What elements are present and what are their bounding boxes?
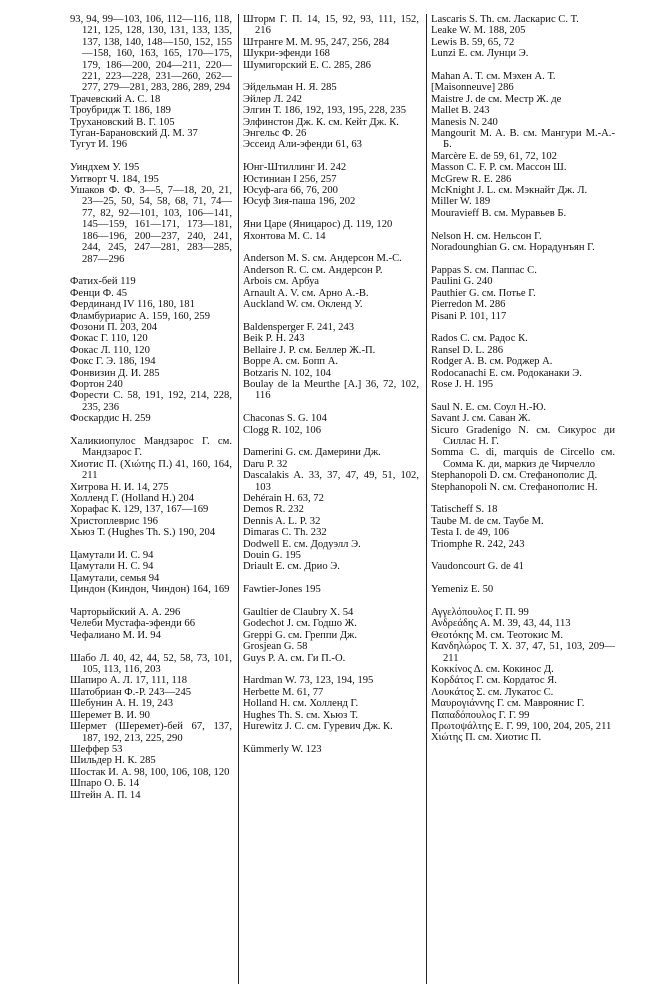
index-entry: Цамутали Н. С. 94 — [70, 561, 154, 573]
letter-section-gap — [70, 425, 232, 436]
index-entry: Παπαδόπουλος Γ. Γ. 99 — [431, 709, 530, 721]
letter-section-gap — [431, 550, 615, 561]
index-entry: Mallet B. 243 — [431, 105, 490, 117]
letter-section-gap — [243, 664, 419, 675]
index-entry: 93, 94, 99—103, 106, 112—116, 118, 121, 125, 128, 130, 131, 133, 135, 137, 138, 140, 148—150, 152, 155—158, 160, 163, 165, 170—175, 179, 186—200, 204—211, 220—221, 223—228, 231—260, 262—277, 279—281, 283, 286, 289, 294 — [70, 14, 232, 94]
letter-section-gap — [431, 322, 615, 333]
letter-section — [431, 14, 615, 60]
index-entry: Bellaire J. P. см. Беллер Ж.-П. — [243, 344, 376, 356]
index-entry: Πρωτοψάλτης Ε. Γ. 99, 100, 204, 205, 211 — [431, 721, 612, 733]
index-entry: Форести С. 58, 191, 192, 214, 228, 235, 236 — [70, 390, 232, 413]
index-entry: Auckland W. см. Окленд У. — [243, 299, 363, 311]
letter-section-gap — [243, 208, 419, 219]
letter-section — [243, 322, 419, 402]
letter-section — [70, 436, 232, 539]
index-entry: Miller W. 189 — [431, 196, 491, 208]
index-entry: Manesis N. 240 — [431, 116, 498, 128]
letter-section — [70, 14, 232, 151]
index-entry: Челеби Мустафа-эфенди 66 — [70, 618, 196, 630]
index-entry: Эйлер Л. 242 — [243, 93, 302, 105]
letter-section — [243, 447, 419, 572]
letter-section — [243, 14, 419, 71]
index-entry: Leake W. M. 188, 205 — [431, 25, 526, 37]
index-entry: Yemeniz E. 50 — [431, 584, 494, 596]
index-entry: Элфинстон Дж. К. см. Кейт Дж. К. — [243, 116, 399, 128]
index-entry: Уиндхем У. 195 — [70, 162, 140, 174]
index-entry: [Maisonneuve] 286 — [431, 82, 514, 94]
index-entry: Saul N. E. см. Соул Н.-Ю. — [431, 401, 546, 413]
index-entry: Фокс Г. Э. 186, 194 — [70, 356, 156, 368]
index-entry: Трухановский В. Г. 105 — [70, 116, 175, 128]
index-entry: Халикиопулос Мандзарос Г. см. Мандзарос Г. — [70, 435, 232, 459]
index-entry: Tatischeff S. 18 — [431, 504, 498, 516]
letter-section-gap — [243, 242, 419, 253]
index-entry: Anderson R. C. см. Андерсон Р. — [243, 264, 383, 276]
index-entry: Чефалиано М. И. 94 — [70, 629, 161, 641]
letter-section-gap — [431, 60, 615, 71]
index-entry: Трачевский А. С. 18 — [70, 93, 161, 105]
index-entry: Шумигорский Е. С. 285, 286 — [243, 59, 371, 71]
index-entry: Шторм Г. П. 14, 15, 92, 93, 111, 152, 216 — [243, 14, 419, 37]
index-entry: Θεοτόκης Μ. см. Теотокис М. — [431, 629, 564, 641]
index-entry: Μαυρογιάννης Γ. см. Мавроянис Г. — [431, 698, 585, 710]
index-entry: Rodger A. B. см. Роджер А. — [431, 356, 553, 368]
index-entry: Noradounghian G. см. Норадунъян Г. — [431, 242, 595, 254]
index-entry: Κανδηλώρος Τ. Χ. 37, 47, 51, 103, 209—211 — [431, 641, 615, 664]
index-entry: Холленд Г. (Holland H.) 204 — [70, 493, 195, 505]
index-entry: Mouravieff B. см. Муравьев Б. — [431, 207, 567, 219]
index-entry: Фламбуриарис А. 159, 160, 259 — [70, 310, 211, 322]
letter-section — [243, 253, 419, 310]
index-entry: Boppe A. см. Бопп А. — [243, 356, 339, 368]
index-entry: Яхонтова М. С. 14 — [243, 230, 326, 242]
index-entry: McKnight J. L. см. Мэкнайт Дж. Л. — [431, 185, 588, 197]
index-entry: Энгельс Ф. 26 — [243, 128, 307, 140]
index-entry: Nelson H. см. Нельсон Г. — [431, 230, 542, 242]
index-entry: Godechot J. см. Годшо Ж. — [243, 618, 357, 630]
index-entry: Beik P. H. 243 — [243, 333, 305, 345]
index-entry: Цамутали И. С. 94 — [70, 550, 154, 562]
index-entry: Mangourit M. A. B. см. Мангури М.-А.-Б. — [431, 128, 615, 151]
middle-column — [243, 14, 419, 986]
index-entry: Юнг-Штиллинг И. 242 — [243, 162, 347, 174]
index-entry: Taube M. de см. Таубе М. — [431, 515, 544, 527]
index-entry: Ушаков Ф. Ф. 3—5, 7—18, 20, 21, 23—25, 50, 54, 58, 68, 71, 74—77, 82, 92—101, 103, 106—141, 145—159, 161—171, 173—181, 186—196, 200—237, 240, 241, 244, 245, 247—281, 283—285, 287—296 — [70, 185, 232, 265]
index-entry: Χιώτης Π. см. Хиотис П. — [431, 732, 542, 744]
index-entry: Шабо Л. 40, 42, 44, 52, 58, 73, 101, 105, 113, 116, 203 — [70, 652, 232, 676]
index-entry: Daru P. 32 — [243, 458, 288, 470]
letter-section-gap — [70, 641, 232, 652]
index-entry: Testa I. de 49, 106 — [431, 527, 510, 539]
index-entry: Фердинанд IV 116, 180, 181 — [70, 299, 195, 311]
letter-section — [431, 504, 615, 550]
index-entry: Фенци Ф. 45 — [70, 287, 127, 299]
letter-section-gap — [70, 151, 232, 162]
index-entry: Lewis B. 59, 65, 72 — [431, 36, 515, 48]
index-entry: Boulay de la Meurthe [A.] 36, 72, 102, 116 — [243, 378, 419, 402]
index-entry: Шильдер Н. К. 285 — [70, 755, 156, 767]
right-column — [431, 14, 615, 986]
letter-section — [243, 675, 419, 732]
index-entry: Driault E. см. Дрио Э. — [243, 561, 340, 573]
index-entry: Pierredon M. 286 — [431, 299, 506, 311]
letter-section — [431, 584, 615, 595]
index-entry: Kümmerly W. 123 — [243, 743, 322, 755]
index-entry: Хьюз Т. (Hughes Th. S.) 190, 204 — [70, 527, 216, 539]
index-entry: Κορδάτος Γ. см. Кордатос Я. — [431, 675, 557, 687]
letter-section — [431, 333, 615, 390]
index-entry: Douin G. 195 — [243, 549, 301, 561]
index-entry: Юстиниан I 256, 257 — [243, 173, 337, 185]
index-entry: Dimaras C. Th. 232 — [243, 527, 327, 539]
index-entry: Фоскардис Н. 259 — [70, 413, 151, 425]
index-entry: Шеффер 53 — [70, 743, 123, 755]
index-entry: Dennis A. L. P. 32 — [243, 515, 321, 527]
letter-section — [70, 162, 232, 265]
letter-section-gap — [243, 596, 419, 607]
letter-section — [70, 607, 232, 641]
index-entry: Lascaris S. Th. см. Ласкарис С. Т. — [431, 14, 579, 25]
index-entry: Фортон 240 — [70, 378, 123, 390]
index-entry: Уитворт Ч. 184, 195 — [70, 173, 159, 185]
letter-section — [431, 265, 615, 322]
letter-section-gap — [70, 265, 232, 276]
letter-section — [243, 744, 419, 755]
index-entry: Somma C. di, marquis de Circello см. Сомма К. ди, маркиз де Чирчелло — [431, 447, 615, 470]
letter-section-gap — [243, 573, 419, 584]
index-entry: Lunzi E. см. Лунци Э. — [431, 48, 529, 60]
index-entry: Botzaris N. 102, 104 — [243, 367, 331, 379]
index-entry: Христоплеврис 196 — [70, 515, 158, 527]
index-entry: Шатобриан Ф.-Р. 243—245 — [70, 686, 192, 698]
index-entry: Sicuro Gradenigo N. см. Сикурос ди Силлас Н. Г. — [431, 424, 615, 447]
index-entry: Фозони П. 203, 204 — [70, 321, 158, 333]
index-entry: Юсуф-ага 66, 76, 200 — [243, 185, 338, 197]
index-entry: Fawtier-Jones 195 — [243, 584, 321, 596]
index-entry: Λουκάτος Σ. см. Лукатос С. — [431, 686, 554, 698]
letter-section — [431, 402, 615, 493]
index-entry: Юсуф Зия-паша 196, 202 — [243, 196, 356, 208]
index-entry: Paulini G. 240 — [431, 276, 493, 288]
index-entry: Pauthier G. см. Потье Г. — [431, 287, 536, 299]
letter-section-gap — [431, 254, 615, 265]
letter-section — [431, 561, 615, 572]
letter-section — [243, 162, 419, 208]
letter-section — [70, 653, 232, 801]
index-entry: Hurewitz J. C. см. Гуревич Дж. К. — [243, 721, 393, 733]
index-entry: Arbois см. Арбуа — [243, 276, 319, 288]
index-entry: Marcère E. de 59, 61, 72, 102 — [431, 150, 557, 162]
index-entry: Эссеид Али-эфенди 61, 63 — [243, 139, 362, 151]
column-divider — [426, 14, 427, 984]
index-entry: Шукри-эфенди 168 — [243, 48, 330, 60]
index-entry: Hardman W. 73, 123, 194, 195 — [243, 675, 374, 687]
index-entry: Rodocanachi E. см. Родоканаки Э. — [431, 367, 582, 379]
index-entry: Gaultier de Claubry X. 54 — [243, 606, 354, 618]
letter-section — [70, 276, 232, 424]
index-entry: Dehérain H. 63, 72 — [243, 492, 324, 504]
index-entry: Hughes Th. S. см. Хьюз Т. — [243, 709, 359, 721]
letter-section-gap — [431, 596, 615, 607]
index-entry: Dascalakis A. 33, 37, 47, 49, 51, 102, 103 — [243, 470, 419, 493]
letter-section-gap — [243, 71, 419, 82]
index-entry: Шостак И. А. 98, 100, 106, 108, 120 — [70, 766, 230, 778]
index-entry: Шапиро А. Л. 17, 111, 118 — [70, 675, 188, 687]
index-entry: Guys P. A. см. Ги П.-О. — [243, 652, 346, 664]
letter-section — [243, 584, 419, 595]
index-entry: Greppi G. см. Греппи Дж. — [243, 629, 358, 641]
index-entry: Grosjean G. 58 — [243, 641, 308, 653]
letter-section-gap — [243, 311, 419, 322]
letter-section — [243, 607, 419, 664]
index-entry: Herbette M. 61, 77 — [243, 686, 324, 698]
index-entry: Ανδρεάδης Α. Μ. 39, 43, 44, 113 — [431, 618, 571, 630]
index-entry: Фонвизин Д. И. 285 — [70, 367, 160, 379]
index-entry: Masson C. F. P. см. Массон Ш. — [431, 162, 567, 174]
index-entry: Штранге М. М. 95, 247, 256, 284 — [243, 36, 390, 48]
letter-section-gap — [431, 573, 615, 584]
index-entry: Stephanopoli D. см. Стефанополис Д. — [431, 470, 598, 482]
letter-section-gap — [70, 539, 232, 550]
index-entry: Κοκκίνος Δ. см. Кокинос Д. — [431, 664, 554, 676]
index-entry: Цамутали, семья 94 — [70, 572, 160, 584]
index-entry: Троубридж Т. 186, 189 — [70, 105, 171, 117]
index-entry: Dodwell E. см. Додуэлл Э. — [243, 538, 361, 550]
letter-section — [431, 607, 615, 744]
column-divider — [238, 14, 239, 984]
index-entry: Demos R. 232 — [243, 504, 304, 516]
index-entry: Яни Царе (Яницарос) Д. 119, 120 — [243, 219, 393, 231]
letter-section — [243, 413, 419, 436]
index-entry: Savant J. см. Саван Ж. — [431, 413, 531, 425]
letter-section-gap — [431, 493, 615, 504]
index-entry: Циндон (Киндон, Чиндон) 164, 169 — [70, 584, 230, 596]
index-entry: Шермет (Шеремет)-бей 67, 137, 187, 192, 213, 225, 290 — [70, 721, 232, 744]
index-entry: Holland H. см. Холленд Г. — [243, 698, 359, 710]
index-entry: Фатих-бей 119 — [70, 276, 136, 288]
index-entry: Тугут И. 196 — [70, 139, 127, 151]
index-entry: Фокас Г. 110, 120 — [70, 333, 148, 345]
index-entry: Arnault A. V. см. Арно А.-В. — [243, 287, 369, 299]
index-entry: Rose J. H. 195 — [431, 378, 494, 390]
index-entry: Maistre J. de см. Местр Ж. де — [431, 93, 562, 105]
letter-section — [70, 550, 232, 596]
index-entry: Damerini G. см. Дамерини Дж. — [243, 447, 381, 459]
index-entry: Pisani P. 101, 117 — [431, 310, 507, 322]
index-entry: Ransel D. L. 286 — [431, 344, 504, 356]
letter-section-gap — [243, 151, 419, 162]
letter-section — [431, 231, 615, 254]
index-entry: Хитрова Н. И. 14, 275 — [70, 481, 169, 493]
index-entry: Chaconas S. G. 104 — [243, 413, 327, 425]
index-entry: Baldensperger F. 241, 243 — [243, 321, 355, 333]
index-entry: McGrew R. E. 286 — [431, 173, 512, 185]
index-entry: Шпаро О. Б. 14 — [70, 778, 140, 790]
letter-section — [243, 219, 419, 242]
letter-section-gap — [243, 402, 419, 413]
index-entry: Фокас Л. 110, 120 — [70, 344, 150, 356]
index-entry: Чарторыйский А. А. 296 — [70, 607, 181, 619]
letter-section-gap — [243, 732, 419, 743]
index-entry: Туган-Барановский Д. М. 37 — [70, 128, 198, 140]
index-entry: Хиотис П. (Χιώτης Π.) 41, 160, 164, 211 — [70, 458, 232, 482]
index-entry: Хорафас К. 129, 137, 167—169 — [70, 504, 209, 516]
index-entry: Vaudoncourt G. de 41 — [431, 561, 524, 573]
index-entry: Pappas S. см. Паппас С. — [431, 264, 537, 276]
index-entry: Элгин Т. 186, 192, 193, 195, 228, 235 — [243, 105, 407, 117]
index-entry: Anderson M. S. см. Андерсон М.-С. — [243, 253, 402, 265]
letter-section-gap — [431, 219, 615, 230]
index-entry: Шеремет В. И. 90 — [70, 709, 150, 721]
letter-section — [243, 82, 419, 150]
letter-section-gap — [243, 436, 419, 447]
index-entry: Штейн А. П. 14 — [70, 789, 141, 801]
index-entry: Clogg R. 102, 106 — [243, 424, 321, 436]
index-entry: Mahan A. T. см. Мэхен А. Т. — [431, 71, 556, 83]
letter-section-gap — [70, 596, 232, 607]
left-column — [70, 14, 232, 986]
index-entry: Αγγελόπουλος Γ. Π. 99 — [431, 606, 529, 618]
index-entry: Шебунин А. Н. 19, 243 — [70, 698, 174, 710]
index-entry: Rados C. см. Радос К. — [431, 333, 528, 345]
index-entry: Stephanopoli N. см. Стефанополис Н. — [431, 481, 598, 493]
index-entry: Эйдельман Н. Я. 285 — [243, 82, 337, 94]
index-entry: Triomphe R. 242, 243 — [431, 538, 525, 550]
letter-section — [431, 71, 615, 219]
letter-section-gap — [431, 390, 615, 401]
